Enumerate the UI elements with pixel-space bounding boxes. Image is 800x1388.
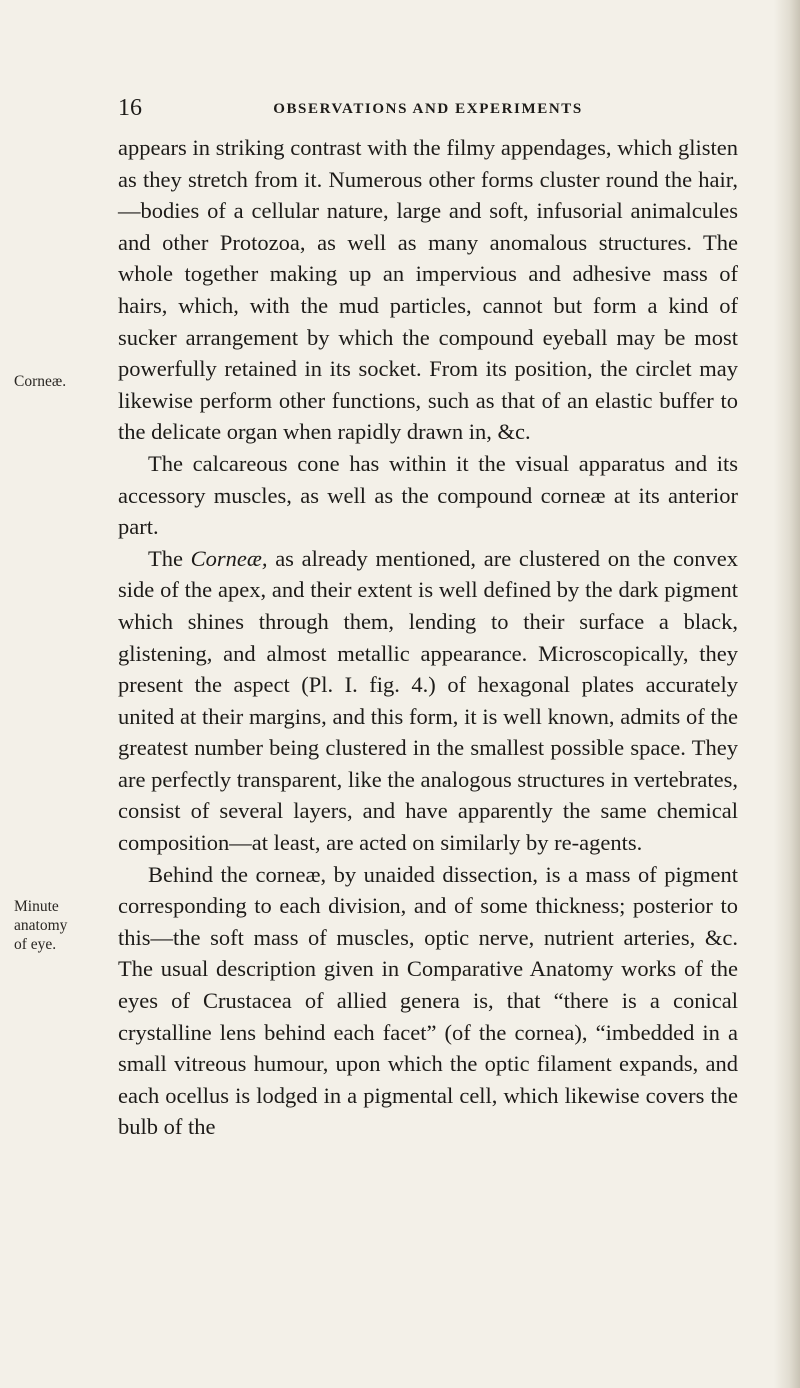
page-edge-shadow	[774, 0, 800, 1388]
margin-note-corneae: Corneæ.	[14, 373, 67, 390]
paragraph-corneae-rest: as already mentioned, are clustered on the convex side of the apex, and their extent is well defined by the dark pigment which shines through them, lending to their surface a black, glistening, and almost metallic appearance. Microscopically, they present the aspect (Pl. I. fig. 4.) of hexagonal plates accurately united at their margins, and this form, it is well known, admits of the greatest number being clustered in the smallest possible space. They are perfectly transparent, like the analogous structures in vertebrates, consist of several layers, and have apparently the same chemical composition—at least, are acted on similarly by re-agents.	[118, 545, 738, 856]
margin-note-line: Minute	[14, 898, 59, 915]
margin-note-line: of eye.	[14, 936, 57, 953]
paragraph-corneae	[118, 543, 738, 859]
paragraph-corneae-lead: The	[148, 545, 191, 571]
body-text	[118, 132, 738, 1143]
paragraph-hair-circlet: appears in striking contrast with the filmy appendages, which glisten as they stretch from it. Numerous other forms cluster round the hair,—bodies of a cellular nature, large and soft, infusorial animalcules and other Protozoa, as well as many anomalous structures. The whole together making up an impervious and adhesive mass of hairs, which, with the mud particles, cannot but form a kind of sucker arrangement by which the compound eyeball may be most powerfully retained in its socket. From its position, the circlet may likewise perform other functions, such as that of an elastic buffer to the delicate organ when rapidly drawn in, &c.	[118, 135, 738, 445]
margin-note-minute-anatomy	[14, 897, 110, 954]
margin-note-line: anatomy	[14, 917, 68, 934]
paragraph-minute-anatomy: Behind the corneæ, by unaided dissection, is a mass of pigment corresponding to each division, and of some thickness; posterior to this—the soft mass of muscles, optic nerve, nutrient arteries, &c. The usual description given in Comparative Anatomy works of the eyes of Crustacea of allied genera is, that “there is a conical crystalline lens behind each facet” (of the cornea), “imbedded in a small vitreous humour, upon which the optic filament expands, and each ocellus is lodged in a pigmental cell, which likewise covers the bulb of the	[118, 861, 738, 1140]
paragraph-calcareous-cone: The calcareous cone has within it the visual apparatus and its accessory muscles, as well as the compound corneæ at its anterior part.	[118, 450, 738, 540]
running-head: OBSERVATIONS AND EXPERIMENTS	[273, 101, 583, 117]
corneae-italic-term: Corneæ,	[190, 545, 268, 571]
page-header	[118, 96, 738, 126]
page-number: 16	[118, 95, 142, 121]
